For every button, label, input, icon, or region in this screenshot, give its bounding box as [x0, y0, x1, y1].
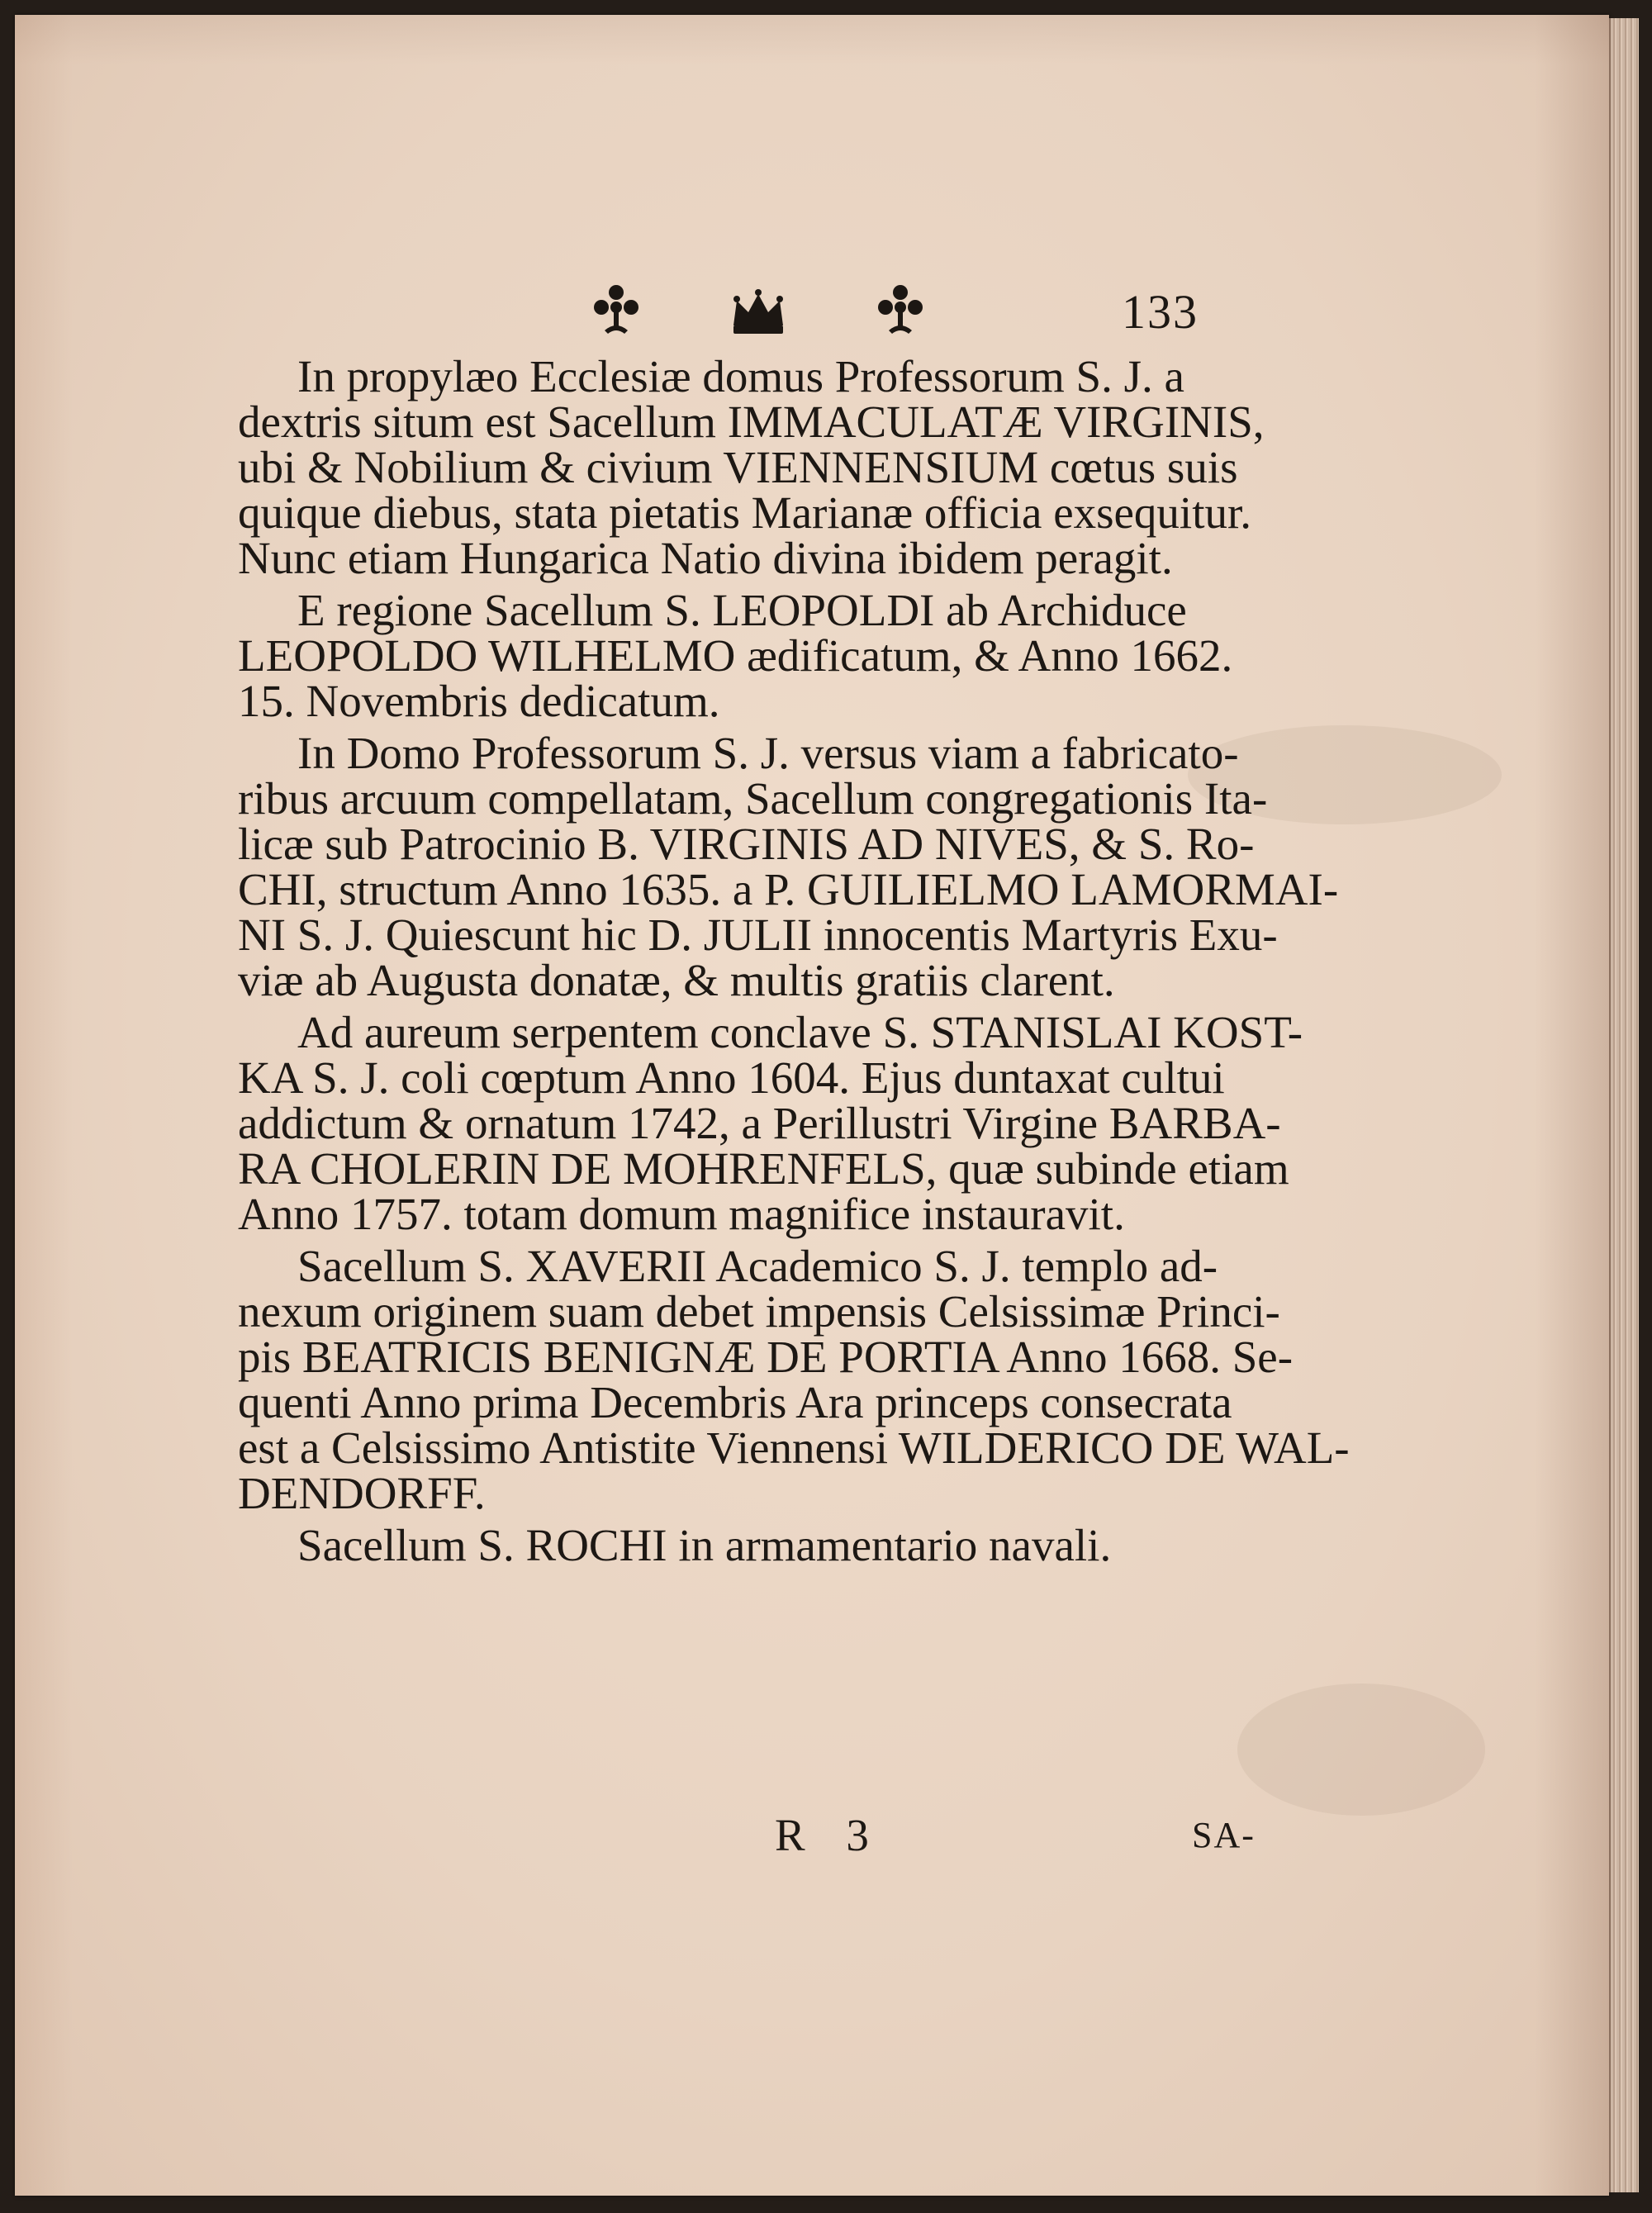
text-line: nexum originem suam debet impensis Celsissimæ Princi-	[238, 1286, 1280, 1337]
text-line: Sacellum S. ROCHI in armamentario navali.	[297, 1520, 1112, 1570]
text-line: quique diebus, stata pietatis Marianæ officia exsequitur.	[238, 487, 1252, 538]
paragraph	[238, 728, 1339, 1005]
fleuron-icon	[869, 279, 932, 342]
text-line: dextris situm est Sacellum IMMACULATÆ VIRGINIS,	[238, 397, 1265, 447]
head-ornaments	[585, 278, 932, 344]
page-edges	[1609, 18, 1639, 2192]
text-line: est a Celsissimo Antistite Viennensi WILDERICO DE WAL-	[238, 1422, 1350, 1473]
text-line: addictum & ornatum 1742, a Perillustri Virgine BARBA-	[238, 1098, 1281, 1148]
signature-mark: R 3	[775, 1810, 884, 1860]
crown-icon	[727, 279, 790, 342]
text-line: Anno 1757. totam domum magnifice instauravit.	[238, 1189, 1125, 1239]
text-line: Nunc etiam Hungarica Natio divina ibidem peragit.	[238, 533, 1173, 583]
paragraph	[238, 587, 1312, 724]
text-line: quenti Anno prima Decembris Ara princeps consecrata	[238, 1377, 1232, 1427]
page-footer	[15, 1809, 1609, 1867]
text-line: viæ ab Augusta donatæ, & multis gratiis clarent.	[238, 955, 1115, 1005]
text-line: In propylæo Ecclesiæ domus Professorum S. J. a	[297, 351, 1184, 401]
book-page	[15, 15, 1609, 2196]
text-line: In Domo Professorum S. J. versus viam a fabricato-	[297, 728, 1239, 778]
paragraph	[238, 351, 1312, 583]
text-line: E regione Sacellum S. LEOPOLDI ab Archiduce	[297, 585, 1187, 635]
paragraph	[238, 1522, 1312, 1568]
text-line: Sacellum S. XAVERII Academico S. J. templo ad-	[297, 1241, 1218, 1291]
fleuron-icon	[585, 279, 648, 342]
catchword: SA-	[1192, 1815, 1256, 1855]
text-line: LEOPOLDO WILHELMO ædificatum, & Anno 1662.	[238, 630, 1233, 681]
text-line: NI S. J. Quiescunt hic D. JULII innocentis Martyris Exu-	[238, 909, 1278, 960]
running-head	[15, 278, 1609, 344]
text-line: 15. Novembris dedicatum.	[238, 676, 720, 726]
text-line: KA S. J. coli cœptum Anno 1604. Ejus duntaxat cultui	[238, 1052, 1225, 1103]
text-line: DENDORFF.	[238, 1468, 486, 1518]
text-line: Ad aureum serpentem conclave S. STANISLAI KOST-	[297, 1007, 1303, 1057]
text-line: RA CHOLERIN DE MOHRENFELS, quæ subinde etiam	[238, 1143, 1289, 1194]
paragraph	[238, 1009, 1312, 1237]
text-line: pis BEATRICIS BENIGNÆ DE PORTIA Anno 1668. Se-	[238, 1332, 1294, 1382]
text-line: licæ sub Patrocinio B. VIRGINIS AD NIVES, & S. Ro-	[238, 819, 1255, 869]
page-number: 133	[1122, 285, 1199, 339]
body-text	[238, 351, 1350, 1574]
page-stain	[1237, 1683, 1485, 1816]
text-line: CHI, structum Anno 1635. a P. GUILIELMO LAMORMAI-	[238, 864, 1339, 914]
text-line: ubi & Nobilium & civium VIENNENSIUM cœtus suis	[238, 442, 1238, 492]
text-line: ribus arcuum compellatam, Sacellum congregationis Ita-	[238, 773, 1268, 824]
paragraph	[238, 1241, 1350, 1518]
